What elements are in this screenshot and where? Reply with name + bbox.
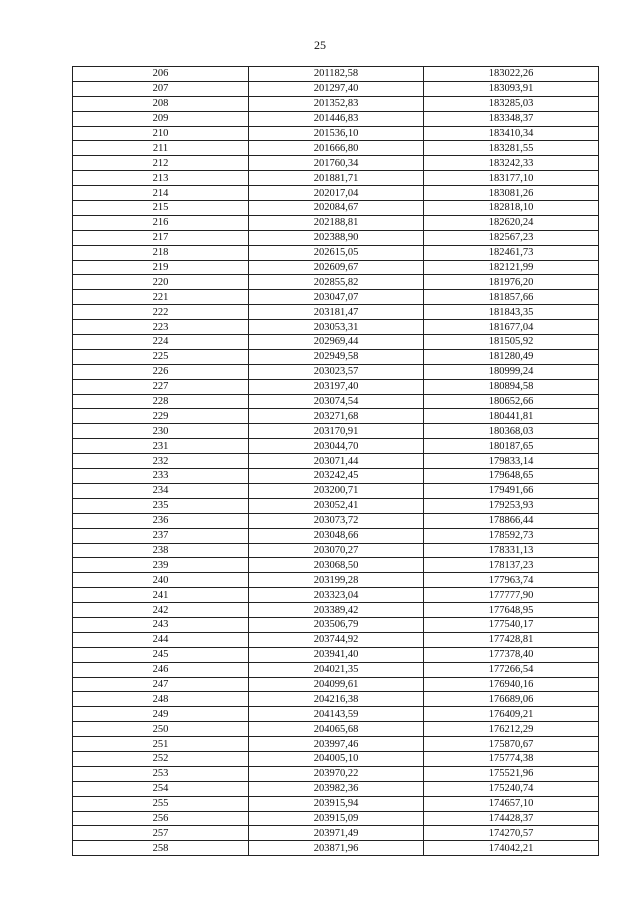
- point-number-cell: 255: [73, 796, 249, 811]
- point-number-cell: 257: [73, 826, 249, 841]
- table-row: [73, 469, 599, 484]
- point-number-cell: 239: [73, 558, 249, 573]
- table-row: [73, 349, 599, 364]
- x-coordinate-cell: 203074,54: [249, 394, 424, 409]
- y-coordinate-cell: 177777,90: [424, 588, 599, 603]
- table-row: [73, 394, 599, 409]
- y-coordinate-cell: 183348,37: [424, 111, 599, 126]
- y-coordinate-cell: 178331,13: [424, 543, 599, 558]
- table-row: [73, 722, 599, 737]
- x-coordinate-cell: 201666,80: [249, 141, 424, 156]
- table-row: [73, 737, 599, 752]
- page-number: 25: [314, 38, 326, 52]
- table-row: [73, 573, 599, 588]
- x-coordinate-cell: 204065,68: [249, 722, 424, 737]
- x-coordinate-cell: 203915,09: [249, 811, 424, 826]
- y-coordinate-cell: 177963,74: [424, 573, 599, 588]
- y-coordinate-cell: 181843,35: [424, 305, 599, 320]
- point-number-cell: 245: [73, 647, 249, 662]
- table-row: [73, 454, 599, 469]
- x-coordinate-cell: 203970,22: [249, 766, 424, 781]
- point-number-cell: 235: [73, 498, 249, 513]
- table-row: [73, 305, 599, 320]
- x-coordinate-cell: 203200,71: [249, 483, 424, 498]
- x-coordinate-cell: 204143,59: [249, 707, 424, 722]
- x-coordinate-cell: 203052,41: [249, 498, 424, 513]
- table-row: [73, 96, 599, 111]
- table-row: [73, 409, 599, 424]
- point-number-cell: 220: [73, 275, 249, 290]
- y-coordinate-cell: 177266,54: [424, 662, 599, 677]
- x-coordinate-cell: 202084,67: [249, 201, 424, 216]
- x-coordinate-cell: 203744,92: [249, 632, 424, 647]
- point-number-cell: 206: [73, 67, 249, 82]
- x-coordinate-cell: 202388,90: [249, 230, 424, 245]
- point-number-cell: 214: [73, 186, 249, 201]
- x-coordinate-cell: 201352,83: [249, 96, 424, 111]
- table-row: [73, 215, 599, 230]
- table-row: [73, 245, 599, 260]
- table-row: [73, 320, 599, 335]
- y-coordinate-cell: 176689,06: [424, 692, 599, 707]
- x-coordinate-cell: 203053,31: [249, 320, 424, 335]
- table-row: [73, 201, 599, 216]
- x-coordinate-cell: 202969,44: [249, 335, 424, 350]
- point-number-cell: 229: [73, 409, 249, 424]
- point-number-cell: 230: [73, 424, 249, 439]
- y-coordinate-cell: 183081,26: [424, 186, 599, 201]
- y-coordinate-cell: 177378,40: [424, 647, 599, 662]
- x-coordinate-cell: 203271,68: [249, 409, 424, 424]
- x-coordinate-cell: 201760,34: [249, 156, 424, 171]
- point-number-cell: 215: [73, 201, 249, 216]
- table-row: [73, 826, 599, 841]
- y-coordinate-cell: 183242,33: [424, 156, 599, 171]
- x-coordinate-cell: 203073,72: [249, 513, 424, 528]
- y-coordinate-cell: 178866,44: [424, 513, 599, 528]
- coordinates-table: [72, 66, 599, 856]
- x-coordinate-cell: 203181,47: [249, 305, 424, 320]
- table-row: [73, 766, 599, 781]
- y-coordinate-cell: 176212,29: [424, 722, 599, 737]
- point-number-cell: 252: [73, 751, 249, 766]
- point-number-cell: 210: [73, 126, 249, 141]
- x-coordinate-cell: 203242,45: [249, 469, 424, 484]
- point-number-cell: 216: [73, 215, 249, 230]
- table-row: [73, 275, 599, 290]
- point-number-cell: 211: [73, 141, 249, 156]
- table-row: [73, 647, 599, 662]
- x-coordinate-cell: 201446,83: [249, 111, 424, 126]
- table-row: [73, 513, 599, 528]
- table-row: [73, 707, 599, 722]
- table-row: [73, 841, 599, 856]
- table-row: [73, 260, 599, 275]
- table-row: [73, 156, 599, 171]
- point-number-cell: 207: [73, 81, 249, 96]
- x-coordinate-cell: 203199,28: [249, 573, 424, 588]
- table-row: [73, 588, 599, 603]
- table-row: [73, 290, 599, 305]
- point-number-cell: 221: [73, 290, 249, 305]
- x-coordinate-cell: 204005,10: [249, 751, 424, 766]
- point-number-cell: 222: [73, 305, 249, 320]
- x-coordinate-cell: 203071,44: [249, 454, 424, 469]
- y-coordinate-cell: 180441,81: [424, 409, 599, 424]
- y-coordinate-cell: 179648,65: [424, 469, 599, 484]
- y-coordinate-cell: 180894,58: [424, 379, 599, 394]
- table-row: [73, 498, 599, 513]
- table-row: [73, 543, 599, 558]
- y-coordinate-cell: 179253,93: [424, 498, 599, 513]
- y-coordinate-cell: 182620,24: [424, 215, 599, 230]
- point-number-cell: 224: [73, 335, 249, 350]
- y-coordinate-cell: 183177,10: [424, 171, 599, 186]
- point-number-cell: 217: [73, 230, 249, 245]
- coordinates-table-body: [73, 67, 599, 856]
- point-number-cell: 209: [73, 111, 249, 126]
- point-number-cell: 258: [73, 841, 249, 856]
- point-number-cell: 247: [73, 677, 249, 692]
- point-number-cell: 223: [73, 320, 249, 335]
- x-coordinate-cell: 203197,40: [249, 379, 424, 394]
- x-coordinate-cell: 203389,42: [249, 603, 424, 618]
- point-number-cell: 225: [73, 349, 249, 364]
- y-coordinate-cell: 182818,10: [424, 201, 599, 216]
- point-number-cell: 243: [73, 617, 249, 632]
- point-number-cell: 253: [73, 766, 249, 781]
- x-coordinate-cell: 203023,57: [249, 364, 424, 379]
- y-coordinate-cell: 180999,24: [424, 364, 599, 379]
- point-number-cell: 254: [73, 781, 249, 796]
- y-coordinate-cell: 183022,26: [424, 67, 599, 82]
- y-coordinate-cell: 182461,73: [424, 245, 599, 260]
- y-coordinate-cell: 181677,04: [424, 320, 599, 335]
- x-coordinate-cell: 204216,38: [249, 692, 424, 707]
- table-row: [73, 81, 599, 96]
- table-row: [73, 483, 599, 498]
- y-coordinate-cell: 181280,49: [424, 349, 599, 364]
- x-coordinate-cell: 203915,94: [249, 796, 424, 811]
- point-number-cell: 241: [73, 588, 249, 603]
- table-row: [73, 662, 599, 677]
- table-row: [73, 603, 599, 618]
- table-row: [73, 528, 599, 543]
- table-row: [73, 811, 599, 826]
- x-coordinate-cell: 204099,61: [249, 677, 424, 692]
- point-number-cell: 228: [73, 394, 249, 409]
- point-number-cell: 234: [73, 483, 249, 498]
- table-row: [73, 171, 599, 186]
- y-coordinate-cell: 183093,91: [424, 81, 599, 96]
- x-coordinate-cell: 201881,71: [249, 171, 424, 186]
- point-number-cell: 232: [73, 454, 249, 469]
- table-row: [73, 364, 599, 379]
- point-number-cell: 213: [73, 171, 249, 186]
- x-coordinate-cell: 202188,81: [249, 215, 424, 230]
- point-number-cell: 256: [73, 811, 249, 826]
- table-row: [73, 67, 599, 82]
- y-coordinate-cell: 180368,03: [424, 424, 599, 439]
- x-coordinate-cell: 204021,35: [249, 662, 424, 677]
- table-row: [73, 751, 599, 766]
- point-number-cell: 236: [73, 513, 249, 528]
- point-number-cell: 208: [73, 96, 249, 111]
- y-coordinate-cell: 176940,16: [424, 677, 599, 692]
- y-coordinate-cell: 178137,23: [424, 558, 599, 573]
- x-coordinate-cell: 203044,70: [249, 439, 424, 454]
- y-coordinate-cell: 175774,38: [424, 751, 599, 766]
- table-row: [73, 439, 599, 454]
- point-number-cell: 218: [73, 245, 249, 260]
- y-coordinate-cell: 182567,23: [424, 230, 599, 245]
- y-coordinate-cell: 177540,17: [424, 617, 599, 632]
- point-number-cell: 219: [73, 260, 249, 275]
- x-coordinate-cell: 201536,10: [249, 126, 424, 141]
- table-row: [73, 141, 599, 156]
- table-row: [73, 379, 599, 394]
- table-row: [73, 558, 599, 573]
- y-coordinate-cell: 180652,66: [424, 394, 599, 409]
- y-coordinate-cell: 179491,66: [424, 483, 599, 498]
- point-number-cell: 226: [73, 364, 249, 379]
- point-number-cell: 248: [73, 692, 249, 707]
- point-number-cell: 244: [73, 632, 249, 647]
- point-number-cell: 227: [73, 379, 249, 394]
- point-number-cell: 238: [73, 543, 249, 558]
- table-row: [73, 677, 599, 692]
- x-coordinate-cell: 203941,40: [249, 647, 424, 662]
- point-number-cell: 242: [73, 603, 249, 618]
- y-coordinate-cell: 181857,66: [424, 290, 599, 305]
- point-number-cell: 237: [73, 528, 249, 543]
- table-row: [73, 692, 599, 707]
- y-coordinate-cell: 174270,57: [424, 826, 599, 841]
- y-coordinate-cell: 176409,21: [424, 707, 599, 722]
- y-coordinate-cell: 178592,73: [424, 528, 599, 543]
- table-row: [73, 796, 599, 811]
- x-coordinate-cell: 203068,50: [249, 558, 424, 573]
- y-coordinate-cell: 181976,20: [424, 275, 599, 290]
- y-coordinate-cell: 183281,55: [424, 141, 599, 156]
- x-coordinate-cell: 203170,91: [249, 424, 424, 439]
- x-coordinate-cell: 202615,05: [249, 245, 424, 260]
- x-coordinate-cell: 202949,58: [249, 349, 424, 364]
- y-coordinate-cell: 183285,03: [424, 96, 599, 111]
- x-coordinate-cell: 202609,67: [249, 260, 424, 275]
- point-number-cell: 233: [73, 469, 249, 484]
- table-row: [73, 126, 599, 141]
- table-row: [73, 111, 599, 126]
- x-coordinate-cell: 201182,58: [249, 67, 424, 82]
- y-coordinate-cell: 175870,67: [424, 737, 599, 752]
- x-coordinate-cell: 203070,27: [249, 543, 424, 558]
- y-coordinate-cell: 174428,37: [424, 811, 599, 826]
- x-coordinate-cell: 203997,46: [249, 737, 424, 752]
- point-number-cell: 246: [73, 662, 249, 677]
- point-number-cell: 231: [73, 439, 249, 454]
- table-row: [73, 617, 599, 632]
- point-number-cell: 250: [73, 722, 249, 737]
- point-number-cell: 212: [73, 156, 249, 171]
- table-row: [73, 335, 599, 350]
- x-coordinate-cell: 203871,96: [249, 841, 424, 856]
- table-row: [73, 230, 599, 245]
- x-coordinate-cell: 203048,66: [249, 528, 424, 543]
- table-row: [73, 424, 599, 439]
- x-coordinate-cell: 203982,36: [249, 781, 424, 796]
- y-coordinate-cell: 180187,65: [424, 439, 599, 454]
- y-coordinate-cell: 179833,14: [424, 454, 599, 469]
- x-coordinate-cell: 203971,49: [249, 826, 424, 841]
- table-row: [73, 781, 599, 796]
- y-coordinate-cell: 175521,96: [424, 766, 599, 781]
- y-coordinate-cell: 183410,34: [424, 126, 599, 141]
- point-number-cell: 249: [73, 707, 249, 722]
- x-coordinate-cell: 203323,04: [249, 588, 424, 603]
- y-coordinate-cell: 177428,81: [424, 632, 599, 647]
- x-coordinate-cell: 203506,79: [249, 617, 424, 632]
- y-coordinate-cell: 182121,99: [424, 260, 599, 275]
- y-coordinate-cell: 181505,92: [424, 335, 599, 350]
- table-row: [73, 186, 599, 201]
- point-number-cell: 240: [73, 573, 249, 588]
- x-coordinate-cell: 201297,40: [249, 81, 424, 96]
- y-coordinate-cell: 177648,95: [424, 603, 599, 618]
- x-coordinate-cell: 202855,82: [249, 275, 424, 290]
- table-row: [73, 632, 599, 647]
- y-coordinate-cell: 174657,10: [424, 796, 599, 811]
- x-coordinate-cell: 202017,04: [249, 186, 424, 201]
- y-coordinate-cell: 174042,21: [424, 841, 599, 856]
- x-coordinate-cell: 203047,07: [249, 290, 424, 305]
- y-coordinate-cell: 175240,74: [424, 781, 599, 796]
- point-number-cell: 251: [73, 737, 249, 752]
